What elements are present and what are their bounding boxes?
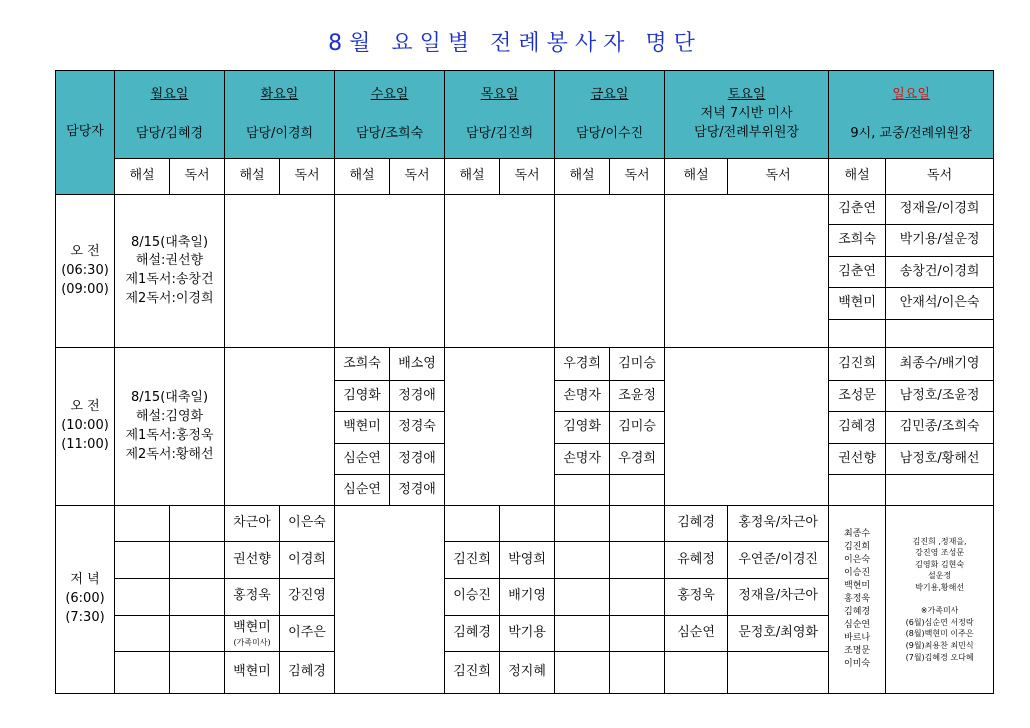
sunday-reader: 정재을/이경희 [886, 194, 994, 224]
tuesday-reader: 이주은 [280, 615, 335, 652]
sunday-reader: 송창건/이경희 [886, 256, 994, 288]
wednesday-commentator: 백현미 [335, 412, 390, 444]
col-reader: 독서 [500, 159, 555, 195]
empty-cell [170, 615, 225, 652]
saturday-reader: 우연준/이경진 [728, 542, 829, 579]
empty-cell [445, 348, 555, 506]
sunday-evening-commentator: 백현미 [844, 580, 871, 591]
col-commentary: 해설 [829, 159, 886, 195]
session-label: 저 녁 [70, 572, 100, 588]
wednesday-reader: 정경애 [390, 380, 445, 412]
sunday-evening-commentator: 김진희 [844, 541, 871, 552]
day-name: 월요일 [150, 86, 189, 102]
sunday-commentator: 조성문 [829, 380, 886, 412]
friday-commentator: 김영화 [555, 412, 610, 444]
empty-cell [665, 348, 829, 506]
sunday-evening-commentator: 이미숙 [844, 659, 871, 670]
day-name: 일요일 [892, 86, 930, 102]
day-name: 목요일 [480, 86, 519, 102]
thursday-commentator: 김진희 [445, 652, 500, 694]
empty-cell [170, 505, 225, 542]
evening-label [56, 505, 115, 693]
empty-cell [555, 542, 610, 579]
sunday-commentator: 김춘연 [829, 256, 886, 288]
volunteer-schedule-table [55, 70, 994, 694]
col-commentary: 해설 [665, 159, 728, 195]
midmorning-label [56, 348, 115, 506]
sunday-evening-commentator: 이승진 [844, 567, 871, 578]
sunday-reader: 김민종/조희숙 [886, 412, 994, 444]
tuesday-reader: 이경희 [280, 542, 335, 579]
col-reader: 독서 [886, 159, 994, 195]
empty-cell [728, 652, 829, 694]
friday-reader: 김미승 [610, 412, 665, 444]
wednesday-commentator: 심순연 [335, 475, 390, 505]
col-reader: 독서 [170, 159, 225, 195]
sunday-commentator: 김혜경 [829, 412, 886, 444]
day-header-tuesday [225, 71, 335, 159]
saturday-reader: 문정호/최영화 [728, 615, 829, 652]
empty-cell [225, 194, 335, 347]
monday-midmorning-line: 제1독서:홍정욱 [125, 427, 214, 443]
sunday-reader: 안재석/이은숙 [886, 288, 994, 320]
sunday-evening-commentator: 조명문 [844, 646, 871, 657]
col-reader: 독서 [610, 159, 665, 195]
empty-cell [115, 505, 170, 542]
monday-morning-line: 제2독서:이경희 [125, 291, 214, 307]
day-manager: 담당/김진희 [465, 125, 534, 141]
friday-commentator: 우경희 [555, 348, 610, 381]
header-row [56, 71, 994, 159]
subheader-row [56, 159, 994, 195]
col-reader: 독서 [728, 159, 829, 195]
tuesday-commentator: 차근아 [225, 505, 280, 542]
day-manager: 담당/김혜경 [135, 125, 204, 141]
empty-cell [665, 652, 728, 694]
day-name: 수요일 [370, 86, 409, 102]
morning-label [56, 194, 115, 347]
session-time: (10:00) [61, 418, 109, 434]
empty-cell [445, 505, 500, 542]
day-header-saturday [665, 71, 829, 159]
sunday-commentator: 권선향 [829, 443, 886, 475]
session-time: (6:00) [65, 591, 105, 607]
empty-cell [555, 615, 610, 652]
col-reader: 독서 [280, 159, 335, 195]
empty-cell [829, 475, 886, 505]
empty-cell [610, 579, 665, 616]
sunday-reader: 박기용/설운정 [886, 225, 994, 257]
sunday-evening-readers: 김진희 ,정재을, 강진영 조성문 김영화 김현숙 설운정 박기용,황해선 ※가족미사 (6월)심순연 서정락 (8월)백현미 이주은 (9월)최용찬 최민식 (7월)김혜경 오다혜 [886, 505, 994, 693]
tuesday-reader: 이은숙 [280, 505, 335, 542]
wednesday-reader: 정경애 [390, 443, 445, 475]
empty-cell [610, 542, 665, 579]
day-name: 토요일 [727, 87, 766, 103]
empty-cell [225, 348, 335, 506]
evening-row [56, 505, 994, 542]
thursday-commentator: 김혜경 [445, 615, 500, 652]
tuesday-reader: 김혜경 [280, 652, 335, 694]
sunday-evening-commentators [829, 505, 886, 693]
empty-cell [115, 542, 170, 579]
friday-commentator: 손명자 [555, 443, 610, 475]
empty-cell [445, 194, 555, 347]
empty-cell [170, 652, 225, 694]
sunday-commentator: 김진희 [829, 348, 886, 381]
thursday-reader: 배기영 [500, 579, 555, 616]
sunday-evening-commentator: 김혜경 [844, 606, 871, 617]
monday-midmorning-line: 8/15(대축일) [131, 389, 209, 405]
thursday-reader: 정지혜 [500, 652, 555, 694]
empty-cell [610, 475, 665, 505]
wednesday-reader: 배소영 [390, 348, 445, 381]
wednesday-commentator: 조희숙 [335, 348, 390, 381]
thursday-reader: 박기용 [500, 615, 555, 652]
session-time: (06:30) [61, 262, 109, 278]
empty-cell [665, 194, 829, 347]
day-name: 화요일 [260, 86, 299, 102]
empty-cell [555, 194, 665, 347]
sunday-reader: 남정호/황해선 [886, 443, 994, 475]
thursday-commentator: 이승진 [445, 579, 500, 616]
col-reader: 독서 [390, 159, 445, 195]
empty-cell [335, 505, 445, 693]
empty-cell [610, 615, 665, 652]
session-label: 오 전 [70, 243, 100, 259]
empty-cell [886, 475, 994, 505]
day-manager: 담당/전례부위원장 [694, 125, 800, 141]
thursday-reader: 박영희 [500, 542, 555, 579]
day-manager: 담당/이경희 [245, 125, 314, 141]
sunday-commentator: 조희숙 [829, 225, 886, 257]
day-manager: 담당/이수진 [575, 125, 644, 141]
empty-cell [610, 652, 665, 694]
day-manager: 9시, 교중/전례위원장 [850, 125, 972, 141]
row-label-header: 담당자 [56, 71, 115, 195]
tuesday-commentator: 백현미 [225, 652, 280, 694]
monday-midmorning-line: 해설:김영화 [135, 408, 204, 424]
tuesday-commentator-family-mass [225, 615, 280, 652]
sunday-commentator: 김춘연 [829, 194, 886, 224]
session-label: 오 전 [70, 399, 100, 415]
sunday-evening-commentator: 홍정욱 [844, 593, 871, 604]
monday-morning-line: 8/15(대축일) [131, 234, 209, 250]
empty-cell [555, 505, 610, 542]
sunday-commentator: 백현미 [829, 288, 886, 320]
session-time: (11:00) [61, 437, 109, 453]
monday-midmorning-cell [115, 348, 225, 506]
sunday-evening-commentator: 심순연 [844, 620, 871, 631]
day-header-monday [115, 71, 225, 159]
empty-cell [500, 505, 555, 542]
page-title: 8월 요일별 전례봉사자 명단 [328, 31, 702, 56]
col-commentary: 해설 [225, 159, 280, 195]
saturday-commentator: 홍정욱 [665, 579, 728, 616]
monday-midmorning-line: 제2독서:황해선 [125, 446, 214, 462]
day-name: 금요일 [590, 86, 629, 102]
day-header-wednesday [335, 71, 445, 159]
day-manager: 담당/조희숙 [355, 125, 424, 141]
thursday-commentator: 김진희 [445, 542, 500, 579]
empty-cell [115, 579, 170, 616]
monday-morning-line: 해설:권선향 [135, 253, 204, 269]
col-commentary: 해설 [555, 159, 610, 195]
morning-row [56, 194, 994, 224]
day-note: 저녁 7시반 미사 [700, 106, 793, 122]
family-mass-note: (가족미사) [233, 638, 271, 648]
sunday-evening-commentator: 최종수 [844, 528, 871, 539]
empty-cell [886, 319, 994, 347]
friday-reader: 김미승 [610, 348, 665, 381]
saturday-commentator: 김혜경 [665, 505, 728, 542]
sunday-evening-commentator: 바르나 [844, 633, 871, 644]
empty-cell [610, 505, 665, 542]
empty-cell [555, 475, 610, 505]
wednesday-commentator: 심순연 [335, 443, 390, 475]
tuesday-reader: 강진영 [280, 579, 335, 616]
col-commentary: 해설 [445, 159, 500, 195]
sunday-evening-commentator: 이은숙 [844, 554, 871, 565]
day-header-thursday [445, 71, 555, 159]
empty-cell [170, 579, 225, 616]
monday-morning-cell [115, 194, 225, 347]
empty-cell [115, 615, 170, 652]
empty-cell [170, 542, 225, 579]
tuesday-commentator: 권선향 [225, 542, 280, 579]
session-time: (7:30) [65, 609, 105, 625]
col-commentary: 해설 [115, 159, 170, 195]
saturday-commentator: 심순연 [665, 615, 728, 652]
empty-cell [115, 652, 170, 694]
friday-reader: 조윤정 [610, 380, 665, 412]
wednesday-reader: 정경애 [390, 475, 445, 505]
empty-cell [555, 579, 610, 616]
saturday-reader: 정재을/차근아 [728, 579, 829, 616]
empty-cell [335, 194, 445, 347]
session-time: (09:00) [61, 281, 109, 297]
col-commentary: 해설 [335, 159, 390, 195]
tuesday-commentator: 홍정욱 [225, 579, 280, 616]
wednesday-reader: 정경숙 [390, 412, 445, 444]
sunday-reader: 최종수/배기영 [886, 348, 994, 381]
saturday-reader: 홍정욱/차근아 [728, 505, 829, 542]
monday-morning-line: 제1독서:송창건 [125, 272, 214, 288]
friday-commentator: 손명자 [555, 380, 610, 412]
empty-cell [829, 319, 886, 347]
empty-cell [555, 652, 610, 694]
friday-reader: 우경희 [610, 443, 665, 475]
wednesday-commentator: 김영화 [335, 380, 390, 412]
midmorning-row [56, 348, 994, 381]
day-header-friday [555, 71, 665, 159]
tuesday-commentator: 백현미 [233, 620, 271, 636]
sunday-reader: 남정호/조윤정 [886, 380, 994, 412]
day-header-sunday [829, 71, 994, 159]
saturday-commentator: 유혜정 [665, 542, 728, 579]
